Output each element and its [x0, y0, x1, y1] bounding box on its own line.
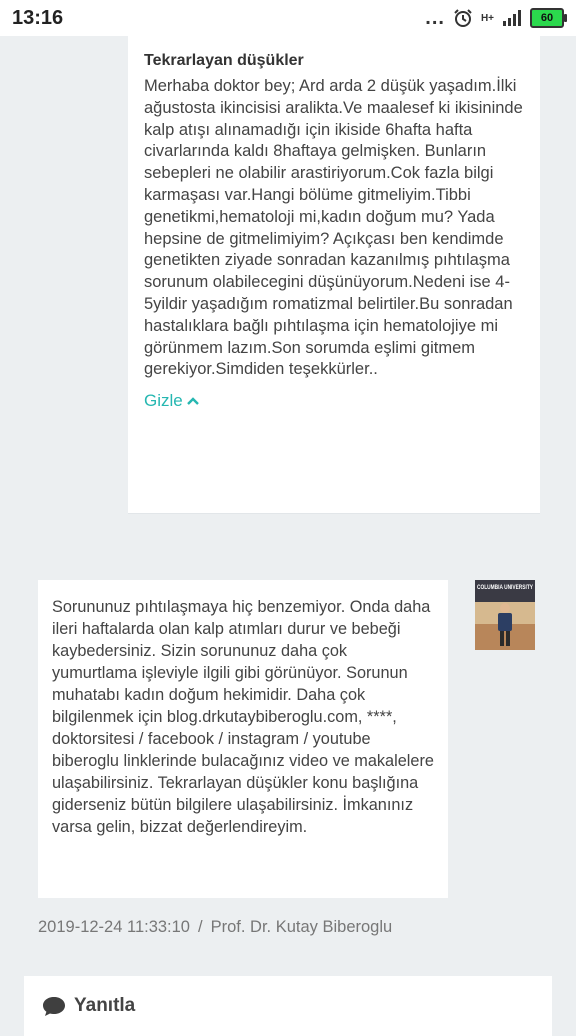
hide-label: Gizle: [144, 391, 183, 411]
answer-author[interactable]: Prof. Dr. Kutay Biberoglu: [210, 918, 393, 936]
status-bar: [0, 0, 576, 36]
avatar-banner: COLUMBIA UNIVERSITY: [477, 584, 534, 591]
status-time: 13:16: [12, 6, 64, 29]
page: [0, 36, 576, 1024]
alarm-clock-icon: [453, 8, 473, 28]
signal-icon: [502, 10, 522, 26]
question-card: [128, 36, 540, 514]
avatar-photo: [475, 580, 535, 650]
network-type: H+: [480, 12, 494, 24]
answer-card: [38, 580, 448, 898]
answer-body: Sorununuz pıhtılaşmaya hiç benzemiyor. Onda daha ileri haftalarda olan kalp atımları durur ve bebeği kaybedersiniz. Sizin sorununuz daha çok yumurtlama işleviyle ilgili gibi görünüyor. Sorunun muhatabı kadın doğum hekimidir. Daha çok bilgilenmek için blog.drkutaybiberoglu.com, ****, doktorsitesi / facebook / instagram / youtube biberoglu linklerinde bulacağınız video ve makalelere ulaşabilirsiniz. Tekrarlayan düşükler konu başlığına giderseniz bütün bilgilere ulaşabilirsiniz. İmkanınız varsa gelin, bizzat değerlendireyim.: [52, 598, 434, 836]
more-dots-icon: ...: [425, 7, 445, 29]
chevron-up-icon: [187, 396, 199, 406]
status-icons: [425, 8, 564, 28]
reply-button[interactable]: [24, 976, 552, 1036]
answer-meta: [38, 918, 392, 937]
doctor-avatar: [475, 580, 535, 650]
question-title: Tekrarlayan düşükler: [144, 52, 304, 69]
reply-label: Yanıtla: [74, 995, 136, 1016]
answer-timestamp: 2019-12-24 11:33:10: [38, 918, 190, 936]
meta-separator: /: [198, 918, 203, 936]
question-body: Merhaba doktor bey; Ard arda 2 düşük yaşadım.İlki ağustosta ikincisisi aralikta.Ve maalesef ki ikisininde kalp atışı alınamadığı için ikiside 6hafta hafta civarlarında kaldı 8haftaya gelmişken. Bunların sebepleri ne olabilir arastiriyorum.Cok fazla bilgi karmaşası var.Hangi bölüme gitmeliyim.Tibbi genetikmi,hematoloji mi,kadın doğum mu? Yada hepsine de gitmelimiyim? Açıkçası ben kendimde genetikten ziyade sonradan kazanılmış pıhtılaşma sorunum olabilecegini düşünüyorum.Nedeni ise 4-5yildir yaşadığım romatizmal belirtiler.Bu sonradan hastalıklara bağlı pıhtılaşma için hematolojiye mi görünmem lazım.Son sorumda eşlimi gitmem gerekiyor.Simdiden teşekkürler..: [144, 77, 523, 379]
battery-icon: 60: [530, 8, 564, 28]
speech-bubble-icon: [42, 995, 66, 1017]
hide-toggle-link[interactable]: [144, 391, 199, 411]
